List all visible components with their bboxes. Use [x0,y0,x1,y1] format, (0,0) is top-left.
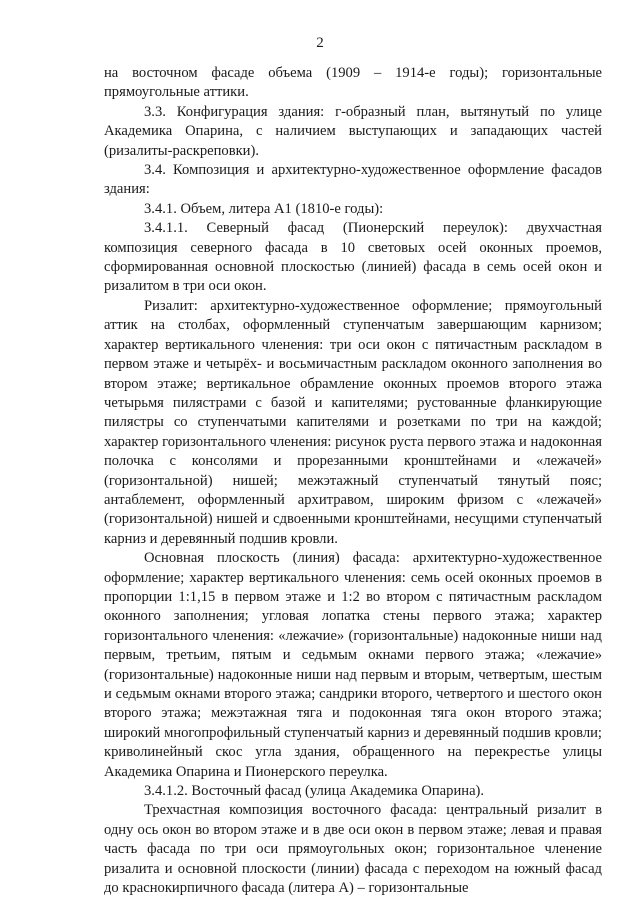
paragraph: 3.4.1.2. Восточный фасад (улица Академика Опарина). [144,783,485,800]
paragraph: 3.4. Композиция и архитектурно-художественное оформление фасадов здания: [104,162,602,198]
paragraph: 3.4.1. Объем, литера А1 (1810-е годы): [144,200,384,217]
paragraph: 3.3. Конфигурация здания: г-образный план, вытянутый по улице Академика Опарина, с наличием выступающих и западающих частей (ризалиты-раскреповки). [104,103,602,159]
paragraph: Основная плоскость (линия) фасада: архитектурно-художественное оформление; характер вертикального членения: семь осей оконных проемов в пропорции 1:1,15 в первом этаже и 1:2 во втором с пятичастным раскладом оконного заполнения; угловая лопатка стены первого этажа; характер горизонтального членения: «лежачие» (горизонтальные) надоконные ниши над первым, третьим, пятым и седьмым окнами первого этажа; «лежачие» (горизонтальные) надоконные ниши над первым и вторым, четвертым, шестым и седьмым окнами второго этажа; сандрики второго, четвертого и шестого окон второго этажа; межэтажная тяга и подоконная тяга окон второго этажа; широкий многопрофильный ступенчатый карниз и деревянный подшив кровли; криволинейный скос угла здания, обращенного на перекрестье улицы Академика Опарина и Пионерского переулка. [104,550,602,780]
paragraph: Трехчастная композиция восточного фасада: центральный ризалит в одну ось окон во втором этаже и в две оси окон в первом этаже; левая и правая часть фасада по три оси прямоугольных окон; горизонтальное членение ризалита и основной плоскости (линии) фасада с переходом на южный фасад до краснокирпичного фасада (литера А) – горизонтальные [104,802,602,897]
document-body [104,64,602,898]
paragraph: на восточном фасаде объема (1909 – 1914-е годы); горизонтальные прямоугольные аттики. [104,65,602,101]
page-number: 2 [316,35,324,51]
paragraph: 3.4.1.1. Северный фасад (Пионерский переулок): двухчастная композиция северного фасада в 10 световых осей оконных проемов, сформированная основной плоскостью (линией) фасада в семь осей окон и ризалитом в три оси окон. [104,220,602,295]
paragraph: Ризалит: архитектурно-художественное оформление; прямоугольный аттик на столбах, оформленный ступенчатым завершающим карнизом; характер вертикального членения: три оси окон с пятичастным раскладом в первом этаже и четырёх- и восьмичастным раскладом оконного заполнения во втором этаже; вертикальное обрамление оконных проемов второго этажа четырьмя пилястрами с базой и капителями; рустованные фланкирующие пилястры со ступенчатыми капителями и розетками по три на каждой; характер горизонтального членения: рисунок руста первого этажа и надоконная полочка с консолями и прорезанными кронштейнами и «лежачей» (горизонтальной) нишей; межэтажный ступенчатый тянутый пояс; антаблемент, оформленный архитравом, широким фризом с «лежачей» (горизонтальной) нишей и сдвоенными кронштейнами, несущими ступенчатый карниз и деревянный подшив кровли. [104,297,602,547]
